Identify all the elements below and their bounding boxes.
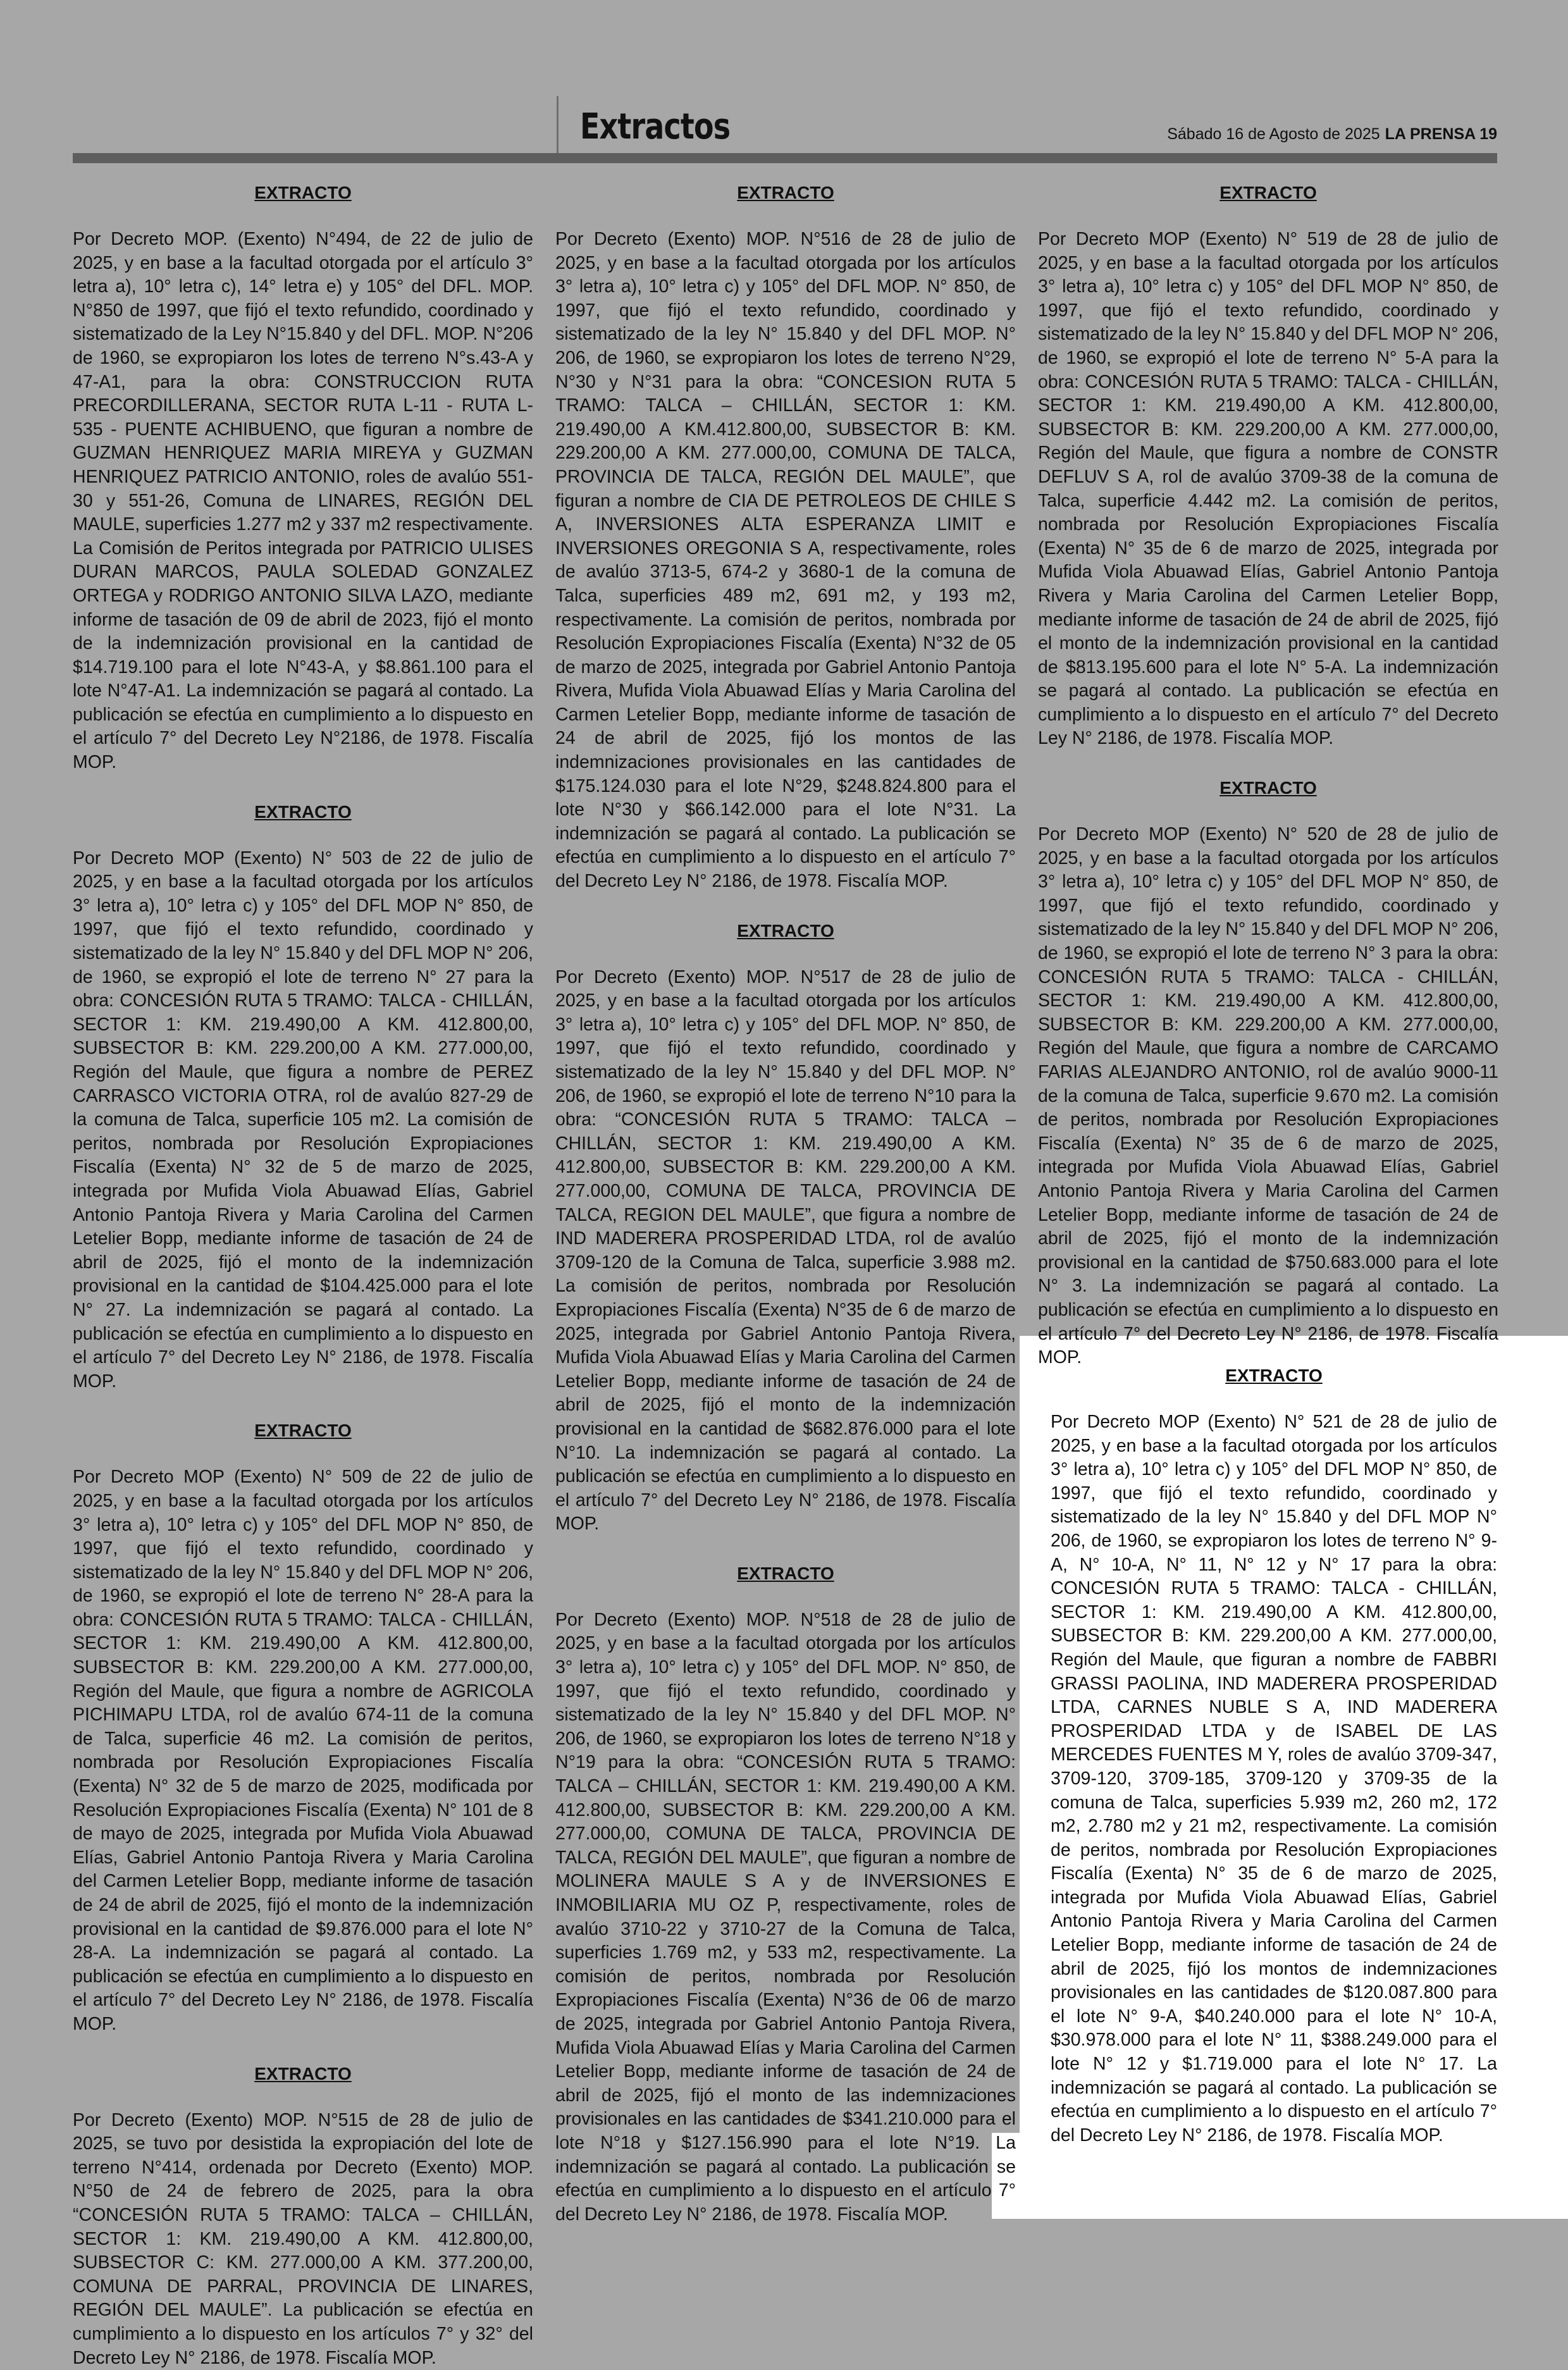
- date-line: [1167, 125, 1497, 144]
- extract-notice: [73, 801, 533, 1394]
- extract-title: EXTRACTO: [254, 801, 352, 822]
- issue-date: Sábado 16 de Agosto de 2025: [1167, 125, 1380, 143]
- extract-notice: [73, 1420, 533, 2036]
- extract-body: Por Decreto MOP (Exento) N° 521 de 28 de julio de 2025, y en base a la facultad otorgada por los artículos 3° letra a), 10° letra c) y 105° del DFL MOP N° 850, de 1997, que fijó el texto refundido, coordinado y sistematizado de la ley N° 15.840 y del DFL MOP N° 206, de 1960, se expropiaron los lotes de terreno N° 9-A, N° 10-A, N° 11, N° 12 y N° 17 para la obra: CONCESIÓN RUTA 5 TRAMO: TALCA - CHILLÁN, SECTOR 1: KM. 219.490,00 A KM. 412.800,00, SUBSECTOR B: KM. 229.200,00 A KM. 277.000,00, Región del Maule, que figuran a nombre de FABBRI GRASSI PAOLINA, IND MADERERA PROSPERIDAD LTDA, CARNES NUBLE S A, IND MADERERA PROSPERIDAD LTDA y de ISABEL DE LAS MERCEDES FUENTES M Y, roles de avalúo 3709-347, 3709-120, 3709-185, 3709-120 y 3709-35 de la comuna de Talca, superficies 5.939 m2, 260 m2, 172 m2, 2.780 m2 y 21 m2, respectivamente. La comisión de peritos, nombrada por Resolución Expropiaciones Fiscalía (Exenta) N° 35 de 6 de marzo de 2025, integrada por Mufida Viola Abuawad Elías, Gabriel Antonio Pantoja Rivera y Maria Carolina del Carmen Letelier Bopp, mediante informe de tasación de 24 de abril de 2025, fijó los montos de indemnizaciones provisionales en las cantidades de $120.087.800 para el lote N° 9-A, $40.240.000 para el lote N° 10-A, $30.978.000 para el lote N° 11, $388.249.000 para el lote N° 12 y $1.719.000 para el lote N° 17. La indemnización se pagará al contado. La publicación se efectúa en cumplimiento a lo dispuesto en el artículo 7° del Decreto Ley N° 2186, de 1978. Fiscalía MOP.: [1051, 1412, 1497, 2145]
- extract-body: Por Decreto (Exento) MOP. N°515 de 28 de julio de 2025, se tuvo por desistida la expropiación del lote de terreno N°414, ordenada por Decreto (Exento) MOP. N°50 de 24 de febrero de 2025, para la obra “CONCESIÓN RUTA 5 TRAMO: TALCA – CHILLÁN, SECTOR 1: KM. 219.490,00 A KM. 412.800,00, SUBSECTOR C: KM. 277.000,00 A KM. 377.200,00, COMUNA DE PARRAL, PROVINCIA DE LINARES, REGIÓN DEL MAULE”. La publicación se efectúa en cumplimiento a lo dispuesto en los artículos 7° y 32° del Decreto Ley N° 2186, de 1978. Fiscalía MOP.: [73, 2109, 533, 2368]
- extract-notice: [1038, 182, 1498, 751]
- header-divider: [557, 96, 559, 154]
- extract-title: EXTRACTO: [737, 1563, 834, 1583]
- extract-notice: [555, 182, 1016, 894]
- extract-body: Por Decreto MOP. (Exento) N°494, de 22 de julio de 2025, y en base a la facultad otorgada por el artículo 3° letra a), 10° letra c), 14° letra e) y 105° del DFL. MOP. N°850 de 1997, que fijó el texto refundido, coordinado y sistematizado de la Ley N°15.840 y del DFL. MOP. N°206 de 1960, se expropiaron los lotes de terreno N°s.43-A y 47-A1, para la obra: CONSTRUCCION RUTA PRECORDILLERANA, SECTOR RUTA L-11 - RUTA L-535 - PUENTE ACHIBUENO, que figuran a nombre de GUZMAN HENRIQUEZ MARIA MIREYA y GUZMAN HENRIQUEZ PATRICIO ANTONIO, roles de avalúo 551-30 y 551-26, Comuna de LINARES, REGIÓN DEL MAULE, superficies 1.277 m2 y 337 m2 respectivamente. La Comisión de Peritos integrada por PATRICIO ULISES DURAN MARCOS, PAULA SOLEDAD GONZALEZ ORTEGA y RODRIGO ANTONIO SILVA LAZO, mediante informe de tasación de 09 de abril de 2023, fijó el monto de la indemnización provisional en la cantidad de $14.719.100 para el lote N°43-A, y $8.861.100 para el lote N°47-A1. La indemnización se pagará al contado. La publicación se efectúa en cumplimiento a lo dispuesto en el artículo 7° del Decreto Ley N°2186, de 1978. Fiscalía MOP.: [73, 229, 533, 773]
- column-3-boxed: [1051, 1365, 1497, 2147]
- extract-notice: [1038, 777, 1498, 1370]
- paper-name-page-number: LA PRENSA 19: [1385, 125, 1497, 143]
- column-1: [73, 182, 533, 2370]
- extract-body: Por Decreto MOP (Exento) N° 503 de 22 de julio de 2025, y en base a la facultad otorgada por los artículos 3° letra a), 10° letra c) y 105° del DFL MOP N° 850, de 1997, que fijó el texto refundido, coordinado y sistematizado de la ley N° 15.840 y del DFL MOP N° 206, de 1960, se expropió el lote de terreno N° 27 para la obra: CONCESIÓN RUTA 5 TRAMO: TALCA - CHILLÁN, SECTOR 1: KM. 219.490,00 A KM. 412.800,00, SUBSECTOR B: KM. 229.200,00 A KM. 277.000,00, Región del Maule, que figura a nombre de PEREZ CARRASCO VICTORIA OTRA, rol de avalúo 827-29 de la comuna de Talca, superficie 105 m2. La comisión de peritos, nombrada por Resolución Expropiaciones Fiscalía (Exenta) N° 32 de 5 de marzo de 2025, integrada por Mufida Viola Abuawad Elías, Gabriel Antonio Pantoja Rivera y Maria Carolina del Carmen Letelier Bopp, mediante informe de tasación de 24 de abril de 2025, fijó el monto de la indemnización provisional en la cantidad de $104.425.000 para el lote N° 27. La indemnización se pagará al contado. La publicación se efectúa en cumplimiento a lo dispuesto en el artículo 7° del Decreto Ley N° 2186, de 1978. Fiscalía MOP.: [73, 848, 533, 1392]
- page-header: [73, 95, 1497, 158]
- extract-title: EXTRACTO: [254, 1421, 352, 1441]
- extract-body: Por Decreto MOP (Exento) N° 520 de 28 de julio de 2025, y en base a la facultad otorgada por los artículos 3° letra a), 10° letra c) y 105° del DFL MOP N° 850, de 1997, que fijó el texto refundido, coordinado y sistematizado de la ley N° 15.840 y del DFL MOP N° 206, de 1960, se expropió el lote de terreno N° 3 para la obra: CONCESIÓN RUTA 5 TRAMO: TALCA - CHILLÁN, SECTOR 1: KM. 219.490,00 A KM. 412.800,00, SUBSECTOR B: KM. 229.200,00 A KM. 277.000,00, Región del Maule, que figura a nombre de CARCAMO FARIAS ALEJANDRO ANTONIO, rol de avalúo 9000-11 de la comuna de Talca, superficie 9.670 m2. La comisión de peritos, nombrada por Resolución Expropiaciones Fiscalía (Exenta) N° 35 de 6 de marzo de 2025, integrada por Mufida Viola Abuawad Elías, Gabriel Antonio Pantoja Rivera y Maria Carolina del Carmen Letelier Bopp, mediante informe de tasación de 24 de abril de 2025, fijó el monto de la indemnización provisional en la cantidad de $750.683.000 para el lote N° 3. La indemnización se pagará al contado. La publicación se efectúa en cumplimiento a lo dispuesto en el artículo 7° del Decreto Ley N° 2186, de 1978. Fiscalía MOP.: [1038, 824, 1498, 1368]
- extract-notice: [1051, 1365, 1497, 2147]
- extract-body: Por Decreto (Exento) MOP. N°516 de 28 de julio de 2025, y en base a la facultad otorgada por los artículos 3° letra a), 10° letra c) y 105° del DFL MOP. N° 850, de 1997, que fijó el texto refundido, coordinado y sistematizado de la ley N° 15.840 y del DFL MOP. N° 206, de 1960, se expropiaron los lotes de terreno N°29, N°30 y N°31 para la obra: “CONCESION RUTA 5 TRAMO: TALCA – CHILLÁN, SECTOR 1: KM. 219.490,00 A KM.412.800,00, SUBSECTOR B: KM. 229.200,00 A KM. 277.000,00, COMUNA DE TALCA, PROVINCIA DE TALCA, REGIÓN DEL MAULE”, que figuran a nombre de CIA DE PETROLEOS DE CHILE S A, INVERSIONES ALTA ESPERANZA LIMIT e INVERSIONES OREGONIA S A, respectivamente, roles de avalúo 3713-5, 674-2 y 3680-1 de la comuna de Talca, superficies 489 m2, 691 m2, y 193 m2, respectivamente. La comisión de peritos, nombrada por Resolución Expropiaciones Fiscalía (Exenta) N°32 de 05 de marzo de 2025, integrada por Gabriel Antonio Pantoja Rivera, Mufida Viola Abuawad Elías y Maria Carolina del Carmen Letelier Bopp, mediante informe de tasación de 24 de abril de 2025, fijó los montos de las indemnizaciones provisionales en las cantidades de $175.124.030 para el lote N°29, $248.824.800 para el lote N°30 y $66.142.000 para el lote N°31. La indemnización se pagará al contado. La publicación se efectúa en cumplimiento a lo dispuesto en el artículo 7° del Decreto Ley N° 2186, de 1978. Fiscalía MOP.: [555, 229, 1016, 892]
- extract-title: EXTRACTO: [254, 183, 352, 202]
- column-2: [555, 182, 1016, 2226]
- extract-notice: [555, 920, 1016, 1536]
- extract-title: EXTRACTO: [1225, 1366, 1323, 1385]
- extract-title: EXTRACTO: [254, 2063, 352, 2083]
- extract-body: Por Decreto MOP (Exento) N° 519 de 28 de julio de 2025, y en base a la facultad otorgada por los artículos 3° letra a), 10° letra c) y 105° del DFL MOP N° 850, de 1997, que fijó el texto refundido, coordinado y sistematizado de la ley N° 15.840 y del DFL MOP N° 206, de 1960, se expropió el lote de terreno N° 5-A para la obra: CONCESIÓN RUTA 5 TRAMO: TALCA - CHILLÁN, SECTOR 1: KM. 219.490,00 A KM. 412.800,00, SUBSECTOR B: KM. 229.200,00 A KM. 277.000,00, Región del Maule, que figura a nombre de CONSTR DEFLUV S A, rol de avalúo 3709-38 de la comuna de Talca, superficie 4.442 m2. La comisión de peritos, nombrada por Resolución Expropiaciones Fiscalía (Exenta) N° 35 de 6 de marzo de 2025, integrada por Mufida Viola Abuawad Elías, Gabriel Antonio Pantoja Rivera y Maria Carolina del Carmen Letelier Bopp, mediante informe de tasación de 24 de abril de 2025, fijó el monto de la indemnización provisional en la cantidad de $813.195.600 para el lote N° 5-A. La indemnización se pagará al contado. La publicación se efectúa en cumplimiento a lo dispuesto en el artículo 7° del Decreto Ley N° 2186, de 1978. Fiscalía MOP.: [1038, 229, 1498, 749]
- extract-body: Por Decreto (Exento) MOP. N°517 de 28 de julio de 2025, y en base a la facultad otorgada por los artículos 3° letra a), 10° letra c) y 105° del DFL MOP. N° 850, de 1997, que fijó el texto refundido, coordinado y sistematizado de la ley N° 15.840 y del DFL MOP. N° 206, de 1960, se expropió el lote de terreno N°10 para la obra: “CONCESIÓN RUTA 5 TRAMO: TALCA – CHILLÁN, SECTOR 1: KM. 219.490,00 A KM. 412.800,00, SUBSECTOR B: KM. 229.200,00 A KM. 277.000,00, COMUNA DE TALCA, PROVINCIA DE TALCA, REGION DEL MAULE”, que figura a nombre de IND MADERERA PROSPERIDAD LTDA, rol de avalúo 3709-120 de la Comuna de Talca, superficie 3.988 m2. La comisión de peritos, nombrada por Resolución Expropiaciones Fiscalía (Exenta) N°35 de 6 de marzo de 2025, integrada por Gabriel Antonio Pantoja Rivera, Mufida Viola Abuawad Elías y Maria Carolina del Carmen Letelier Bopp, mediante informe de tasación de 24 de abril de 2025, fijó el monto de la indemnización provisional en la cantidad de $682.876.000 para el lote N°10. La indemnización se pagará al contado. La publicación se efectúa en cumplimiento a lo dispuesto en el artículo 7° del Decreto Ley N° 2186, de 1978. Fiscalía MOP.: [555, 966, 1016, 1534]
- extract-notice: [555, 1563, 1016, 2226]
- extract-notice: [73, 182, 533, 775]
- extract-title: EXTRACTO: [737, 920, 834, 941]
- extract-title: EXTRACTO: [1219, 183, 1317, 202]
- extract-body: Por Decreto MOP (Exento) N° 509 de 22 de julio de 2025, y en base a la facultad otorgada por los artículos 3° letra a), 10° letra c) y 105° del DFL MOP N° 850, de 1997, que fijó el texto refundido, coordinado y sistematizado de la ley N° 15.840 y del DFL MOP N° 206, de 1960, se expropió el lote de terreno N° 28-A para la obra: CONCESIÓN RUTA 5 TRAMO: TALCA - CHILLÁN, SECTOR 1: KM. 219.490,00 A KM. 412.800,00, SUBSECTOR B: KM. 229.200,00 A KM. 277.000,00, Región del Maule, que figura a nombre de AGRICOLA PICHIMAPU LTDA, rol de avalúo 674-11 de la comuna de Talca, superficie 46 m2. La comisión de peritos, nombrada por Resolución Expropiaciones Fiscalía (Exenta) N° 32 de 5 de marzo de 2025, modificada por Resolución Expropiaciones Fiscalía (Exenta) N° 101 de 8 de mayo de 2025, integrada por Mufida Viola Abuawad Elías, Gabriel Antonio Pantoja Rivera y Maria Carolina del Carmen Letelier Bopp, mediante informe de tasación de 24 de abril de 2025, fijó el monto de la indemnización provisional en la cantidad de $9.876.000 para el lote N° 28-A. La indemnización se pagará al contado. La publicación se efectúa en cumplimiento a lo dispuesto en el artículo 7° del Decreto Ley N° 2186, de 1978. Fiscalía MOP.: [73, 1467, 533, 2034]
- extract-title: EXTRACTO: [737, 183, 834, 202]
- extract-notice: [73, 2063, 533, 2370]
- extract-title: EXTRACTO: [1219, 778, 1317, 798]
- section-title: Extractos: [580, 106, 731, 147]
- header-rule: [73, 153, 1497, 163]
- extract-body: Por Decreto (Exento) MOP. N°518 de 28 de julio de 2025, y en base a la facultad otorgada por los artículos 3° letra a), 10° letra c) y 105° del DFL MOP. N° 850, de 1997, que fijó el texto refundido, coordinado y sistematizado de la ley N° 15.840 y del DFL MOP. N° 206, de 1960, se expropiaron los lotes de terreno N°18 y N°19 para la obra: “CONCESIÓN RUTA 5 TRAMO: TALCA – CHILLÁN, SECTOR 1: KM. 219.490,00 A KM. 412.800,00, SUBSECTOR B: KM. 229.200,00 A KM. 277.000,00, COMUNA DE TALCA, PROVINCIA DE TALCA, REGIÓN DEL MAULE”, que figuran a nombre de MOLINERA MAULE S A y de INVERSIONES E INMOBILIARIA MU OZ P, respectivamente, roles de avalúo 3710-22 y 3710-27 de la Comuna de Talca, superficies 1.769 m2, y 533 m2, respectivamente. La comisión de peritos, nombrada por Resolución Expropiaciones Fiscalía (Exenta) N°36 de 06 de marzo de 2025, integrada por Gabriel Antonio Pantoja Rivera, Mufida Viola Abuawad Elías y Maria Carolina del Carmen Letelier Bopp, mediante informe de tasación de 24 de abril de 2025, fijó el monto de las indemnizaciones provisionales en las cantidades de $341.210.000 para el lote N°18 y $127.156.990 para el lote N°19. La indemnización se pagará al contado. La publicación se efectúa en cumplimiento a lo dispuesto en el artículo 7° del Decreto Ley N° 2186, de 1978. Fiscalía MOP.: [555, 1609, 1016, 2225]
- column-3: [1038, 182, 1498, 1370]
